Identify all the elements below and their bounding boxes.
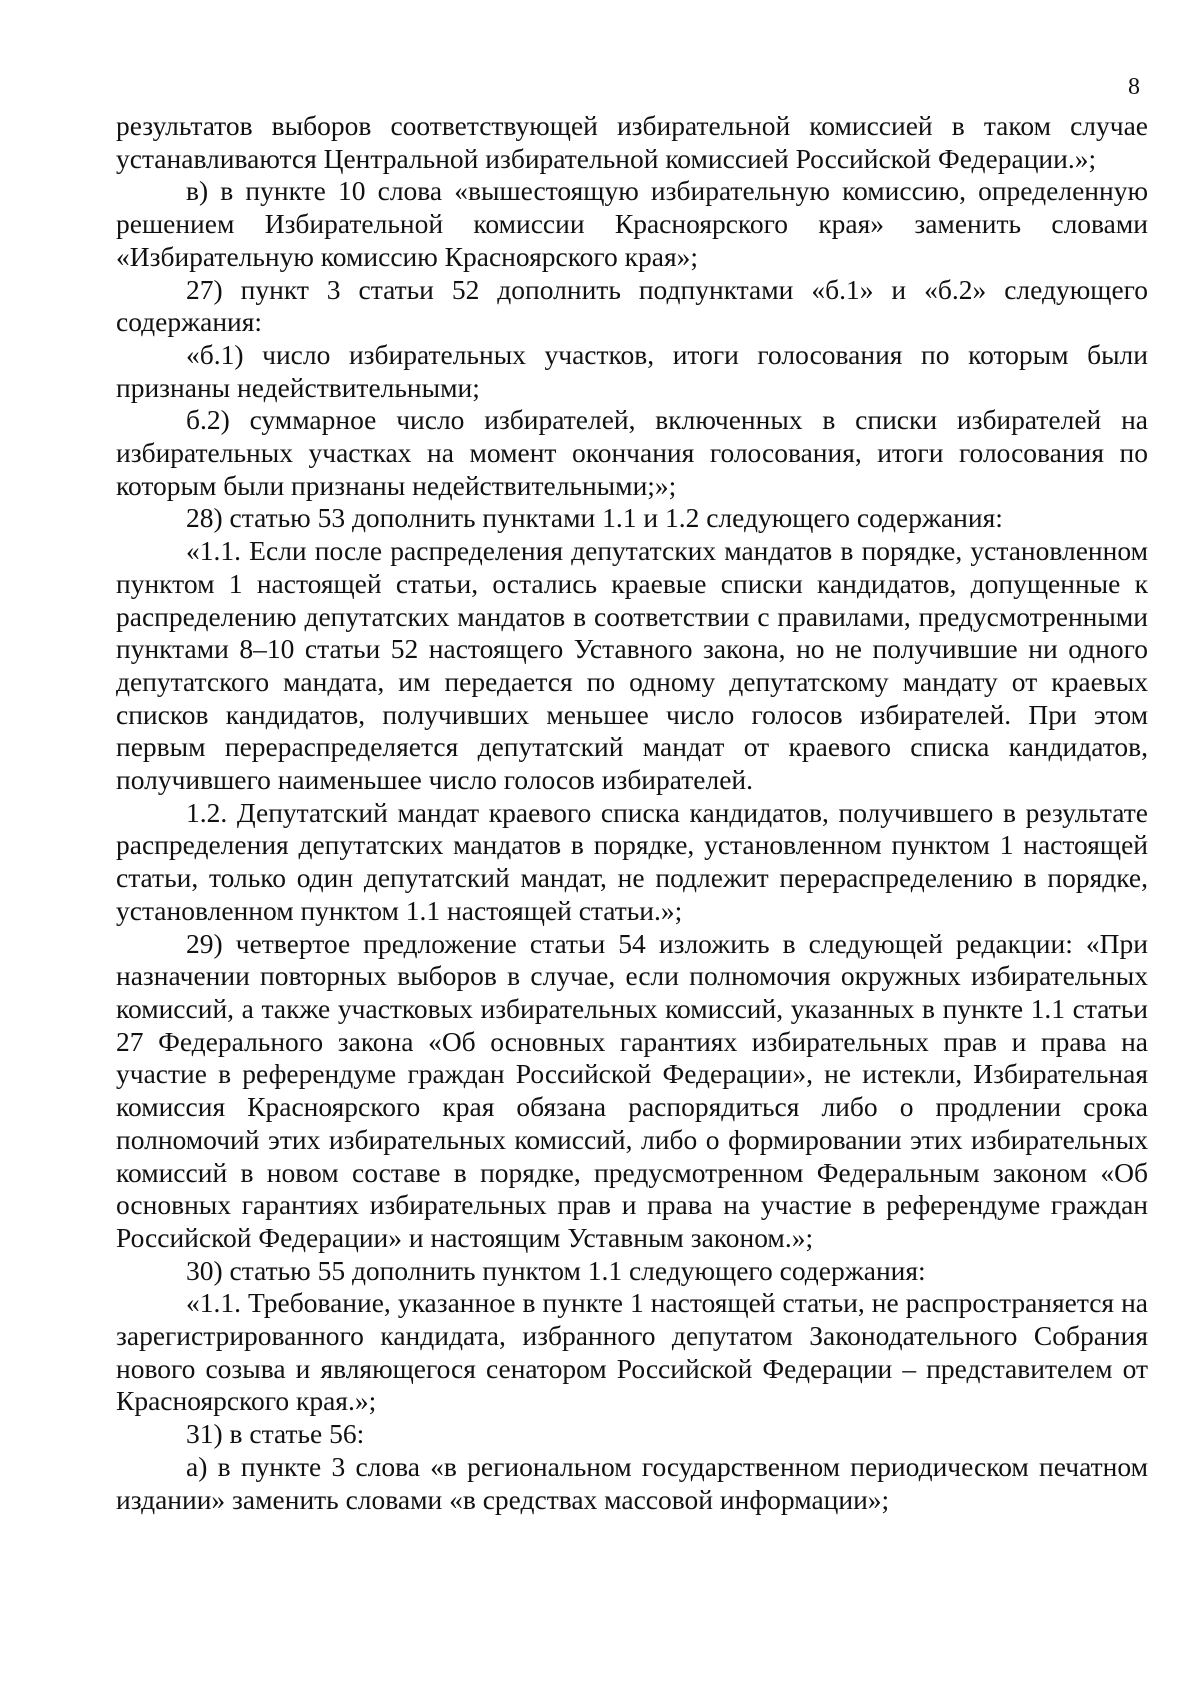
paragraph-point-1-1: «1.1. Если после распределения депутатских мандатов в порядке, установленном пунктом 1 настоящей статьи, остались краевые списки кандидатов, допущенные к распределению депутатских мандатов в соответствии с правилами, предусмотренными пунктами 8–10 статьи 52 настоящего Уставного закона, но не получившие ни одного депутатского мандата, им передается по одному депутатскому мандату от краевых списков кандидатов, получивших меньшее число голосов избирателей. При этом первым перераспределяется депутатский мандат от краевого списка кандидатов, получившего наименьшее число голосов избирателей. xyxy=(116,535,1148,796)
paragraph-item-30: 30) статью 55 дополнить пунктом 1.1 следующего содержания: xyxy=(186,1254,926,1286)
paragraph-item-27: 27) пункт 3 статьи 52 дополнить подпунктами «б.1» и «б.2» следующего содержания: xyxy=(116,273,1148,338)
document-body xyxy=(116,110,1148,1516)
paragraph-item-28: 28) статью 53 дополнить пунктами 1.1 и 1.2 следующего содержания: xyxy=(186,502,1003,534)
page-number: 8 xyxy=(1128,74,1140,100)
paragraph-item-v: в) в пункте 10 слова «вышестоящую избирательную комиссию, определенную решением Избирательной комиссии Красноярского края» заменить словами «Избирательную комиссию Красноярского края»; xyxy=(116,175,1148,272)
paragraph-item-29: 29) четвертое предложение статьи 54 изложить в следующей редакции: «При назначении повторных выборов в случае, если полномочия окружных избирательных комиссий, а также участковых избирательных комиссий, указанных в пункте 1.1 статьи 27 Федерального закона «Об основных гарантиях избирательных прав и права на участие в референдуме граждан Российской Федерации», не истекли, Избирательная комиссия Красноярского края обязана распорядиться либо о продлении срока полномочий этих избирательных комиссий, либо о формировании этих избирательных комиссий в новом составе в порядке, предусмотренном Федеральным законом «Об основных гарантиях избирательных прав и права на участие в референдуме граждан Российской Федерации» и настоящим Уставным законом.»; xyxy=(116,927,1148,1253)
paragraph-continuation: результатов выборов соответствующей избирательной комиссией в таком случае устанавливаются Центральной избирательной комиссией Российской Федерации.»; xyxy=(116,110,1148,174)
paragraph-item-a: а) в пункте 3 слова «в региональном государственном периодическом печатном издании» заменить словами «в средствах массовой информации»; xyxy=(116,1450,1148,1515)
paragraph-point-1-1-requirement: «1.1. Требование, указанное в пункте 1 настоящей статьи, не распространяется на зарегистрированного кандидата, избранного депутатом Законодательного Собрания нового созыва и являющегося сенатором Российской Федерации – представителем от Красноярского края.»; xyxy=(116,1287,1148,1417)
paragraph-subitem-b1: «б.1) число избирательных участков, итоги голосования по которым были признаны недействительными; xyxy=(116,338,1148,403)
paragraph-item-31: 31) в статье 56: xyxy=(186,1418,365,1450)
paragraph-subitem-b2: б.2) суммарное число избирателей, включенных в списки избирателей на избирательных участках на момент окончания голосования, итоги голосования по которым были признаны недействительными;»; xyxy=(116,404,1148,501)
paragraph-point-1-2: 1.2. Депутатский мандат краевого списка кандидатов, получившего в результате распределения депутатских мандатов в порядке, установленном пунктом 1 настоящей статьи, только один депутатский мандат, не подлежит перераспределению в порядке, установленном пунктом 1.1 настоящей статьи.»; xyxy=(116,796,1148,926)
